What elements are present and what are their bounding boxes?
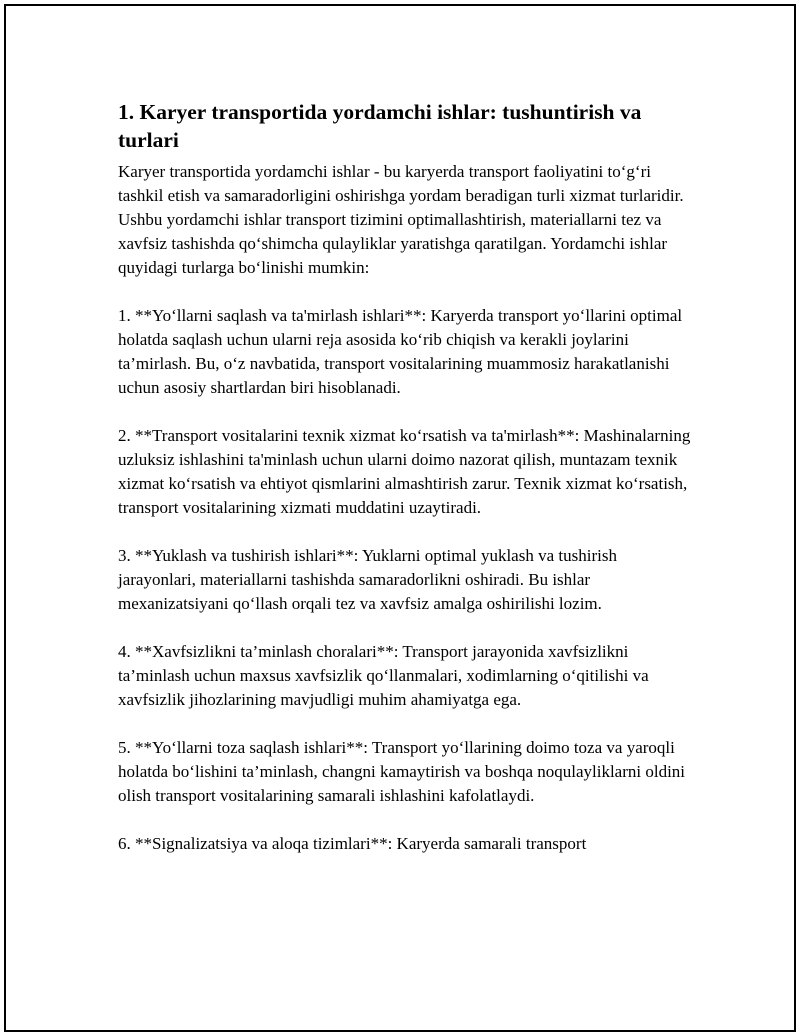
- paragraph-item-1: 1. **Yo‘llarni saqlash va ta'mirlash ishlari**: Karyerda transport yo‘llarini optimal holatda saqlash uchun ularni reja asosida ko‘rib chiqish va kerakli joylarini ta’mirlash. Bu, o‘z navbatida, transport vositalarining muammosiz harakatlanishi uchun asosiy shartlardan biri hisoblanadi.: [118, 306, 683, 397]
- document-page: [4, 4, 796, 1032]
- paragraph-item-2: 2. **Transport vositalarini texnik xizmat ko‘rsatish va ta'mirlash**: Mashinalarning uzluksiz ishlashini ta'minlash uchun ularni doimo nazorat qilish, muntazam texnik xizmat ko‘rsatish va ehtiyot qismlarini almashtirish zarur. Texnik xizmat ko‘rsatish, transport vositalarining xizmati muddatini uzaytiradi.: [118, 426, 691, 517]
- paragraph-intro: Karyer transportida yordamchi ishlar - bu karyerda transport faoliyatini to‘g‘ri tashkil etish va samaradorligini oshirishga yordam beradigan turli xizmat turlaridir. Ushbu yordamchi ishlar transport tizimini optimallashtirish, materiallarni tez va xavfsiz tashishda qo‘shimcha qulayliklar yaratishga qaratilgan. Yordamchi ishlar quyidagi turlarga bo‘linishi mumkin:: [118, 162, 684, 277]
- paragraph-item-5: 5. **Yo‘llarni toza saqlash ishlari**: Transport yo‘llarining doimo toza va yaroqli holatda bo‘lishini ta’minlash, changni kamaytirish va boshqa noqulayliklarni oldini olish transport vositalarining samarali ishlashini kafolatlaydi.: [118, 738, 686, 805]
- paragraph-item-4: 4. **Xavfsizlikni ta’minlash choralari**: Transport jarayonida xavfsizlikni ta’minlash uchun maxsus xavfsizlik qo‘llanmalari, xodimlarning o‘qitilishi va xavfsizlik jihozlarining mavjudligi muhim ahamiyatga ega.: [118, 642, 649, 709]
- paragraph-item-3: 3. **Yuklash va tushirish ishlari**: Yuklarni optimal yuklash va tushirish jarayonlari, materiallarni tashishda samaradorlikni oshiradi. Bu ishlar mexanizatsiyani qo‘llash orqali tez va xavfsiz amalga oshirilishi lozim.: [118, 546, 617, 613]
- document-body: [118, 98, 693, 856]
- paragraph-item-6: 6. **Signalizatsiya va aloqa tizimlari**: Karyerda samarali transport: [118, 834, 587, 853]
- document-heading: 1. Karyer transportida yordamchi ishlar: tushuntirish va turlari: [118, 100, 642, 152]
